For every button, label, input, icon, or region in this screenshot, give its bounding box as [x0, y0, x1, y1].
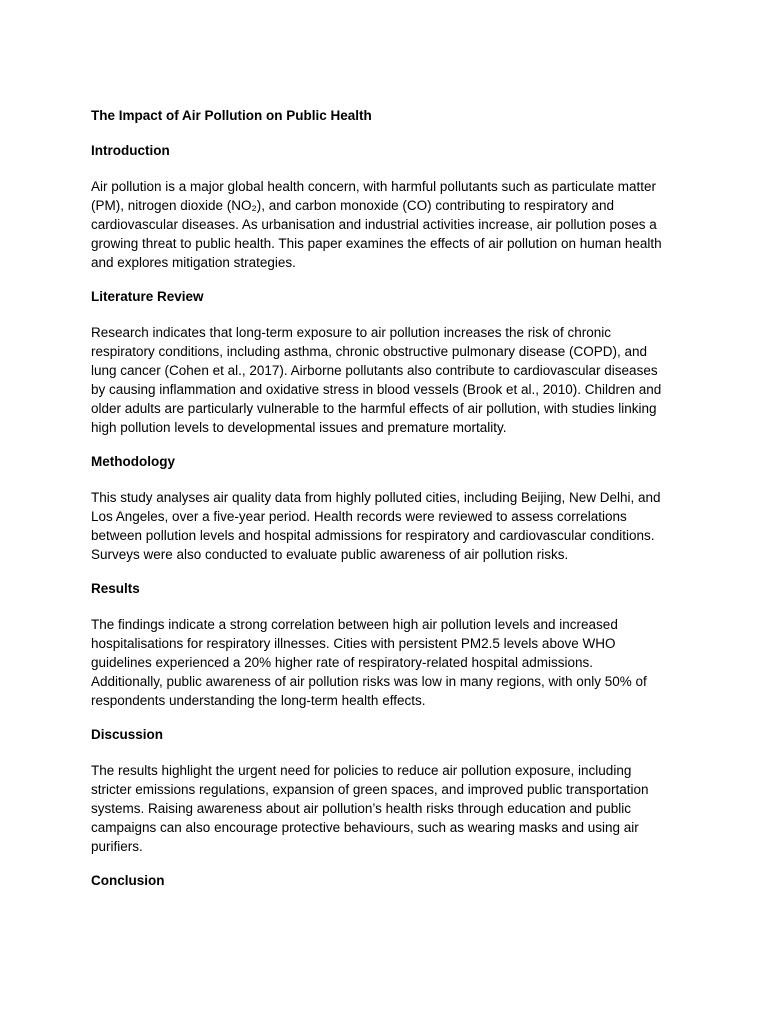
heading-discussion: Discussion [91, 727, 164, 742]
paragraph-results: The findings indicate a strong correlation between high air pollution levels and increased hospitalisations for respiratory illnesses. Cities with persistent PM2.5 levels above WHO guidelines experienced a 20% higher rate of respiratory-related hospital admissions. Additionally, public awareness of air pollution risks was low in many regions, with only 50% of respondents understanding the long-term health effects. [91, 617, 647, 708]
paragraph-introduction: Air pollution is a major global health concern, with harmful pollutants such as particulate matter (PM), nitrogen dioxide (NO₂), and carbon monoxide (CO) contributing to respiratory and cardiovascular diseases. As urbanisation and industrial activities increase, air pollution poses a growing threat to public health. This paper examines the effects of air pollution on human health and explores mitigation strategies. [91, 179, 662, 270]
document-title: The Impact of Air Pollution on Public Health [91, 108, 372, 123]
heading-introduction: Introduction [91, 143, 170, 158]
heading-results: Results [91, 581, 140, 596]
paragraph-literature-review: Research indicates that long-term exposure to air pollution increases the risk of chronic respiratory conditions, including asthma, chronic obstructive pulmonary disease (COPD), and lung cancer (Cohen et al., 2017). Airborne pollutants also contribute to cardiovascular diseases by causing inflammation and oxidative stress in blood vessels (Brook et al., 2010). Children and older adults are particularly vulnerable to the harmful effects of air pollution, with studies linking high pollution levels to developmental issues and premature mortality. [91, 325, 662, 435]
document-page [91, 107, 691, 907]
heading-literature-review: Literature Review [91, 289, 204, 304]
paragraph-discussion: The results highlight the urgent need for policies to reduce air pollution exposure, including stricter emissions regulations, expansion of green spaces, and improved public transportation systems. Raising awareness about air pollution’s health risks through education and public campaigns can also encourage protective behaviours, such as wearing masks and using air purifiers. [91, 763, 649, 854]
heading-methodology: Methodology [91, 454, 175, 469]
paragraph-methodology: This study analyses air quality data from highly polluted cities, including Beijing, New Delhi, and Los Angeles, over a five-year period. Health records were reviewed to assess correlations between pollution levels and hospital admissions for respiratory and cardiovascular conditions. Surveys were also conducted to evaluate public awareness of air pollution risks. [91, 490, 661, 562]
heading-conclusion: Conclusion [91, 873, 165, 888]
